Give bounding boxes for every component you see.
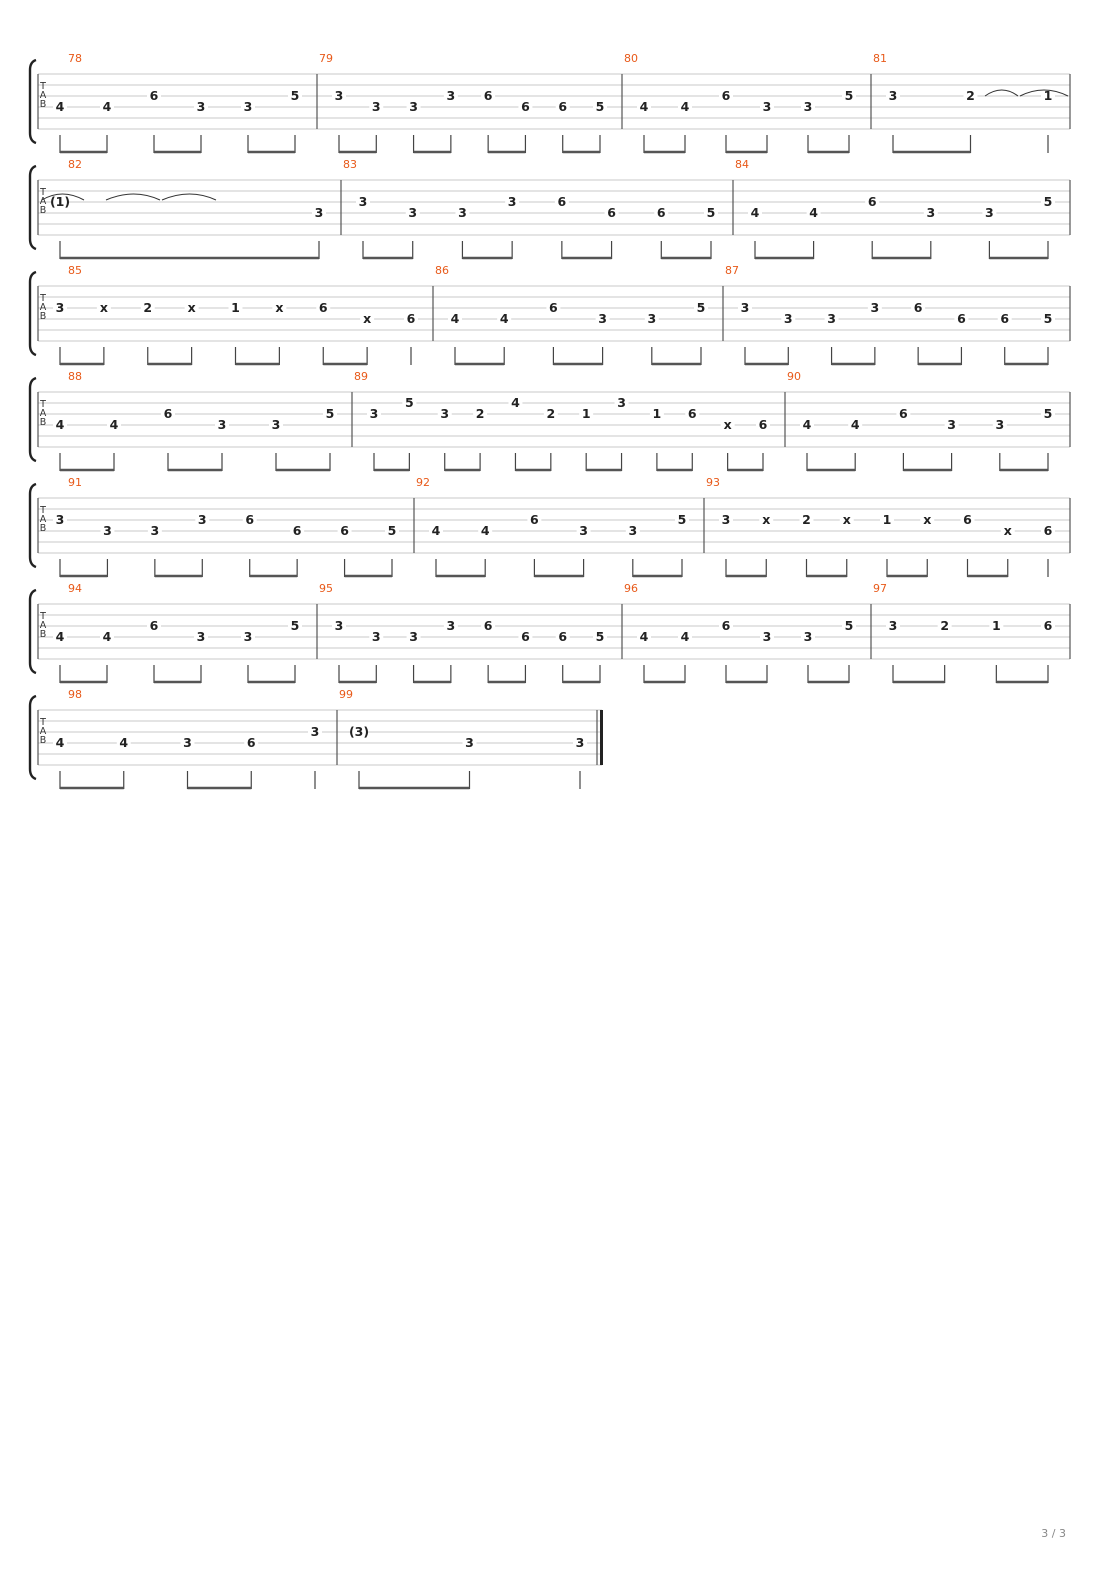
fret-number: 3 [369,406,379,421]
fret-number: 6 [1043,523,1053,538]
fret-number: 5 [1043,194,1053,209]
fret-number: 6 [899,406,908,421]
tie [985,90,1018,96]
fret-number: 4 [55,629,65,644]
fret-number: 5 [595,99,605,114]
fret-number: 3 [827,311,836,326]
fret-number: 4 [109,417,119,432]
system-bracket [30,166,36,249]
fret-number: 3 [197,512,207,527]
tab-clef-letter: A [39,196,47,207]
fret-number: 6 [163,406,173,421]
fret-number: 3 [647,311,657,326]
tab-clef-letter: B [39,523,47,534]
fret-number: 6 [656,205,666,220]
fret-number: 5 [290,88,300,103]
fret-number: 3 [243,629,253,644]
measure-number: 97 [873,582,887,595]
fret-number: 3 [870,300,880,315]
fret-number: 6 [957,311,966,326]
fret-number: 3 [196,99,206,114]
fret-number: 3 [888,88,898,103]
tab-clef-letter: T [40,399,46,410]
system-bracket [30,272,36,355]
fret-number: x [1003,523,1012,538]
fret-number: 3 [762,629,772,644]
tab-clef-letter: T [40,611,46,622]
fret-number: 3 [995,417,1005,432]
measure-number: 79 [319,52,333,65]
final-barline-thick [600,710,603,765]
fret-number: 5 [844,88,854,103]
tab-clef-letter: B [39,629,47,640]
fret-number: 4 [639,99,649,114]
fret-number: 3 [314,205,324,220]
fret-number: 6 [549,300,558,315]
fret-number: 3 [803,629,813,644]
fret-number: 6 [246,735,256,750]
fret-number: (3) [348,724,370,739]
fret-number: 1 [1043,88,1053,103]
fret-number: 5 [1043,311,1053,326]
fret-number: 3 [371,629,381,644]
tab-system [30,582,1070,683]
fret-number: 6 [521,629,530,644]
fret-number: 1 [581,406,591,421]
fret-number: 1 [882,512,892,527]
fret-number: 3 [721,512,731,527]
fret-number: 3 [371,99,381,114]
fret-number: 4 [802,417,812,432]
fret-number: 6 [687,406,697,421]
fret-number: 3 [783,311,793,326]
fret-number: 3 [103,523,112,538]
fret-number: x [363,311,372,326]
measure-number: 89 [354,370,368,383]
fret-number: 6 [292,523,302,538]
fret-number: 4 [55,417,65,432]
fret-number: 3 [575,735,585,750]
fret-number: 6 [1000,311,1010,326]
fret-number: 3 [334,88,344,103]
tie [106,194,160,200]
fret-number: 5 [387,523,397,538]
fret-number: 5 [1043,406,1053,421]
fret-number: 3 [617,395,626,410]
system-bracket [30,696,36,779]
measure-number: 90 [787,370,801,383]
fret-number: 5 [677,512,687,527]
measure-number: 78 [68,52,82,65]
fret-number: 5 [290,618,300,633]
fret-number: 5 [706,205,716,220]
fret-number: 3 [55,300,65,315]
tab-clef-letter: A [39,726,47,737]
fret-number: 5 [325,406,335,421]
fret-number: 3 [358,194,368,209]
tab-system [30,476,1070,577]
fret-number: 6 [149,618,159,633]
fret-number: x [723,417,732,432]
fret-number: 3 [55,512,65,527]
fret-number: 6 [530,512,539,527]
tab-clef-letter: A [39,514,47,525]
fret-number: 4 [850,417,860,432]
fret-number: 4 [55,99,65,114]
fret-number: 1 [991,618,1001,633]
tab-clef-letter: B [39,99,47,110]
measure-number: 95 [319,582,333,595]
fret-number: x [187,300,196,315]
measure-number: 92 [416,476,430,489]
fret-number: x [923,512,932,527]
tab-clef-letter: A [39,90,47,101]
fret-number: 6 [913,300,923,315]
fret-number: 5 [844,618,854,633]
fret-number: 4 [639,629,649,644]
fret-number: 6 [149,88,159,103]
measure-number: 83 [343,158,357,171]
fret-number: 4 [680,99,690,114]
fret-number: 4 [102,99,112,114]
fret-number: 3 [243,99,253,114]
fret-number: 1 [652,406,662,421]
fret-number: 5 [405,395,414,410]
fret-number: 4 [499,311,509,326]
measure-number: 93 [706,476,720,489]
measure-number: 96 [624,582,638,595]
tab-clef-letter: B [39,205,47,216]
fret-number: 2 [546,406,556,421]
measure-number: 99 [339,688,353,701]
fret-number: 3 [440,406,450,421]
fret-number: 3 [465,735,474,750]
tab-system [30,264,1070,365]
tab-clef-letter: A [39,302,47,313]
fret-number: 4 [102,629,112,644]
fret-number: x [762,512,771,527]
fret-number: 2 [966,88,975,103]
fret-number: (1) [49,194,71,209]
fret-number: 6 [558,629,568,644]
tab-clef-letter: T [40,293,46,304]
fret-number: 3 [740,300,750,315]
measure-number: 88 [68,370,82,383]
fret-number: 6 [340,523,349,538]
fret-number: 3 [409,99,418,114]
fret-number: 3 [926,205,936,220]
fret-number: 3 [183,735,192,750]
fret-number: 6 [245,512,255,527]
measure-number: 82 [68,158,82,171]
fret-number: 6 [867,194,877,209]
measure-number: 85 [68,264,82,277]
tab-clef-letter: B [39,311,47,322]
fret-number: 4 [809,205,818,220]
fret-number: 4 [119,735,129,750]
fret-number: 6 [558,99,568,114]
fret-number: 3 [271,417,281,432]
fret-number: 6 [721,618,731,633]
fret-number: 3 [579,523,588,538]
measure-number: 80 [624,52,638,65]
fret-number: 3 [985,205,994,220]
fret-number: 6 [963,512,972,527]
fret-number: 3 [446,618,456,633]
tab-clef-letter: A [39,620,47,631]
tab-system [30,370,1070,471]
fret-number: 4 [450,311,460,326]
fret-number: 3 [217,417,227,432]
fret-number: 3 [762,99,772,114]
fret-number: 4 [431,523,441,538]
fret-number: 6 [607,205,616,220]
tab-clef-letter: T [40,187,46,198]
fret-number: 2 [940,618,950,633]
measure-number: 98 [68,688,82,701]
measure-number: 86 [435,264,449,277]
fret-number: x [275,300,284,315]
measure-number: 94 [68,582,82,595]
fret-number: 4 [680,629,690,644]
fret-number: 3 [196,629,206,644]
fret-number: 6 [483,618,493,633]
tab-clef-letter: A [39,408,47,419]
fret-number: 6 [557,194,567,209]
tab-clef-letter: T [40,81,46,92]
tab-system [30,158,1070,259]
tie [162,194,216,200]
fret-number: 4 [55,735,65,750]
fret-number: 2 [143,300,153,315]
fret-number: 3 [803,99,813,114]
system-bracket [30,590,36,673]
tab-clef-letter: B [39,417,47,428]
fret-number: 3 [947,417,956,432]
fret-number: 3 [310,724,320,739]
fret-number: x [99,300,108,315]
fret-number: 4 [750,205,760,220]
page-number: 3 / 3 [1041,1527,1066,1540]
measure-number: 81 [873,52,887,65]
measure-number: 91 [68,476,82,489]
fret-number: 5 [595,629,605,644]
fret-number: 3 [458,205,467,220]
measure-number: 84 [735,158,749,171]
fret-number: 1 [231,300,240,315]
fret-number: 3 [628,523,638,538]
fret-number: 6 [483,88,493,103]
tab-clef-letter: T [40,717,46,728]
tab-clef-letter: B [39,735,47,746]
measure-number: 87 [725,264,739,277]
fret-number: 4 [480,523,490,538]
fret-number: 3 [598,311,607,326]
fret-number: 6 [521,99,530,114]
fret-number: 3 [150,523,160,538]
fret-number: 5 [696,300,706,315]
tab-system [30,688,603,789]
fret-number: 3 [446,88,456,103]
tab-clef-letter: T [40,505,46,516]
fret-number: 6 [721,88,731,103]
fret-number: 6 [1043,618,1053,633]
fret-number: 4 [511,395,520,410]
fret-number: 3 [408,205,418,220]
system-bracket [30,378,36,461]
fret-number: 3 [507,194,517,209]
fret-number: 6 [758,417,768,432]
system-bracket [30,60,36,143]
fret-number: 2 [475,406,485,421]
fret-number: 3 [888,618,898,633]
fret-number: 2 [802,512,811,527]
fret-number: 6 [406,311,416,326]
fret-number: 6 [318,300,328,315]
fret-number: x [842,512,851,527]
fret-number: 3 [409,629,418,644]
tab-system [30,52,1070,153]
system-bracket [30,484,36,567]
fret-number: 3 [334,618,344,633]
